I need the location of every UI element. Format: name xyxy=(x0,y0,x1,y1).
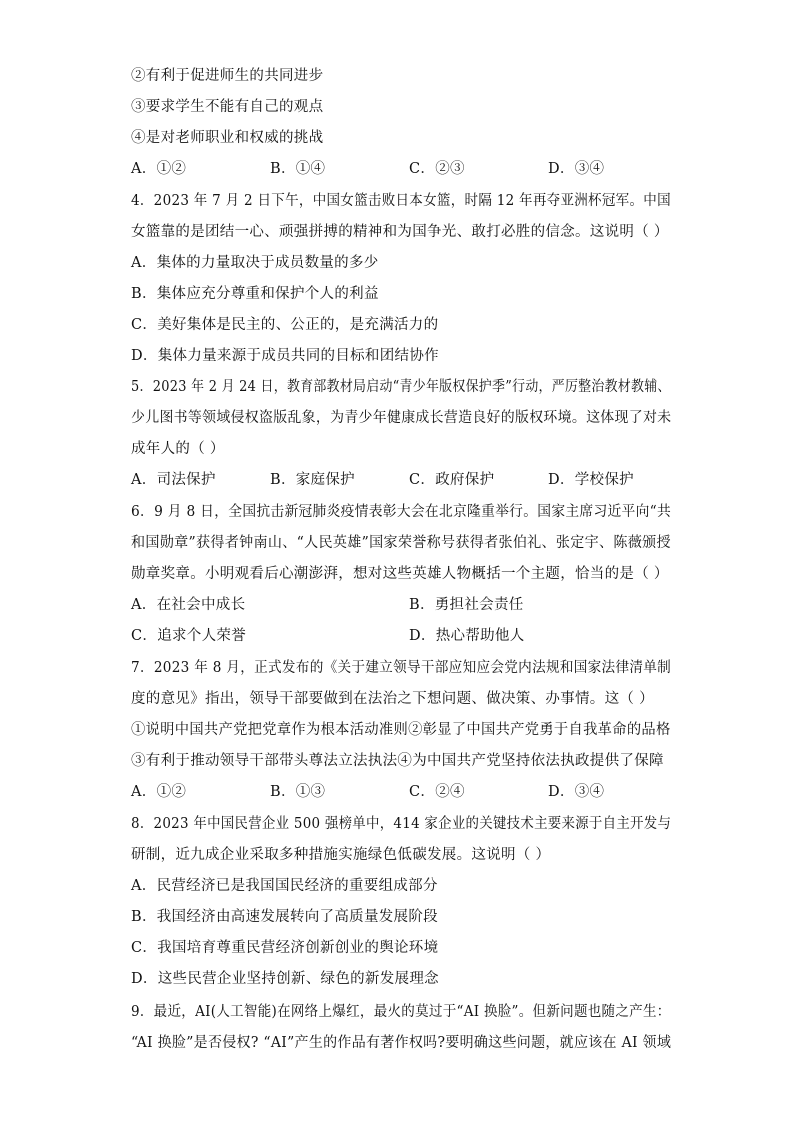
q5-option-b[interactable]: B．家庭保护 xyxy=(270,472,355,488)
q7-stem-line-1: 7．2023 年 8 月，正式发布的《关于建立领导干部应知应会党内法规和国家法律清单制 xyxy=(131,660,672,676)
q7-stem-line-2: 度的意见》指出，领导干部要做到在法治之下想问题、做决策、办事情。这（ ） xyxy=(131,691,654,707)
q5-stem-line-1: 5．2023 年 2 月 24 日，教育部教材局启动“青少年版权保护季”行动，严厉整治教材教辅、 xyxy=(131,379,671,395)
q4-option-b[interactable]: B．集体应充分尊重和保护个人的利益 xyxy=(131,286,379,302)
q9-stem-line-2: “AI 换脸”是否侵权? “AI”产生的作品有著作权吗?要明确这些问题，就应该在 AI 领域 xyxy=(131,1035,672,1051)
q3-option-b[interactable]: B．①④ xyxy=(270,161,326,177)
q7-options xyxy=(131,782,691,802)
q8-option-c[interactable]: C．我国培育尊重民营经济创新创业的舆论环境 xyxy=(131,940,439,956)
q4-stem-line-2: 女篮靠的是团结一心、顽强拼搏的精神和为国争光、敢打必胜的信念。这说明（ ） xyxy=(131,224,669,240)
q5-option-a[interactable]: A．司法保护 xyxy=(131,472,216,488)
q8-option-d[interactable]: D．这些民营企业坚持创新、绿色的新发展理念 xyxy=(131,971,439,987)
q7-option-a[interactable]: A．①② xyxy=(131,784,187,800)
q6-option-d[interactable]: D．热心帮助他人 xyxy=(409,628,525,644)
q8-stem-line-2: 研制，近九成企业采取多种措施实施绿色低碳发展。这说明（ ） xyxy=(131,847,551,863)
q5-stem-line-2: 少儿图书等领域侵权盗版乱象，为青少年健康成长营造良好的版权环境。这体现了对未 xyxy=(131,410,672,426)
q5-option-c[interactable]: C．政府保护 xyxy=(409,472,495,488)
q8-option-a[interactable]: A．民营经济已是我国国民经济的重要组成部分 xyxy=(131,878,438,894)
q5-stem-line-3: 成年人的（ ） xyxy=(131,441,225,457)
q7-option-b[interactable]: B．①③ xyxy=(270,784,326,800)
q6-option-b[interactable]: B．勇担社会责任 xyxy=(409,597,524,613)
q6-option-a[interactable]: A．在社会中成长 xyxy=(131,597,246,613)
q6-option-c[interactable]: C．追求个人荣誉 xyxy=(131,628,246,644)
q5-option-d[interactable]: D．学校保护 xyxy=(548,472,634,488)
q3-option-d[interactable]: D．③④ xyxy=(548,161,605,177)
q6-stem-line-2: 和国勋章”获得者钟南山、“人民英雄”国家荣誉称号获得者张伯礼、张定宇、陈薇颁授 xyxy=(131,535,671,551)
q4-stem-line-1: 4．2023 年 7 月 2 日下午，中国女篮击败日本女篮，时隔 12 年再夺亚洲杯冠军。中国 xyxy=(131,193,671,209)
q3-statement-2: ②有利于促进师生的共同进步 xyxy=(131,68,324,84)
q6-options-row-2 xyxy=(131,626,691,646)
q7-statements-line-1: ①说明中国共产党把党章作为根本活动准则②彰显了中国共产党勇于自我革命的品格 xyxy=(131,722,671,738)
q3-option-a[interactable]: A．①② xyxy=(131,161,187,177)
q7-statements-line-2: ③有利于推动领导干部带头尊法立法执法④为中国共产党坚持依法执政提供了保障 xyxy=(131,753,664,769)
q7-option-c[interactable]: C．②④ xyxy=(409,784,465,800)
q9-stem-line-1: 9．最近，AI(人工智能)在网络上爆红，最火的莫过于“AI 换脸”。但新问题也随之产生： xyxy=(131,1004,671,1020)
q3-options xyxy=(131,159,691,179)
q3-statement-4: ④是对老师职业和权威的挑战 xyxy=(131,130,324,146)
q4-option-c[interactable]: C．美好集体是民主的、公正的，是充满活力的 xyxy=(131,317,439,333)
q6-options-row-1 xyxy=(131,595,691,615)
q7-option-d[interactable]: D．③④ xyxy=(548,784,605,800)
q4-option-a[interactable]: A．集体的力量取决于成员数量的多少 xyxy=(131,255,379,271)
q8-stem-line-1: 8．2023 年中国民营企业 500 强榜单中，414 家企业的关键技术主要来源于自主开发与 xyxy=(131,816,672,832)
q6-stem-line-1: 6．9 月 8 日，全国抗击新冠肺炎疫情表彰大会在北京隆重举行。国家主席习近平向“共 xyxy=(131,504,671,520)
q6-stem-line-3: 勋章奖章。小明观看后心潮澎湃，想对这些英雄人物概括一个主题，恰当的是（ ） xyxy=(131,566,669,582)
q4-option-d[interactable]: D．集体力量来源于成员共同的目标和团结协作 xyxy=(131,348,439,364)
q8-option-b[interactable]: B．我国经济由高速发展转向了高质量发展阶段 xyxy=(131,909,438,925)
q5-options xyxy=(131,470,691,490)
q3-option-c[interactable]: C．②③ xyxy=(409,161,465,177)
q3-statement-3: ③要求学生不能有自己的观点 xyxy=(131,99,324,115)
